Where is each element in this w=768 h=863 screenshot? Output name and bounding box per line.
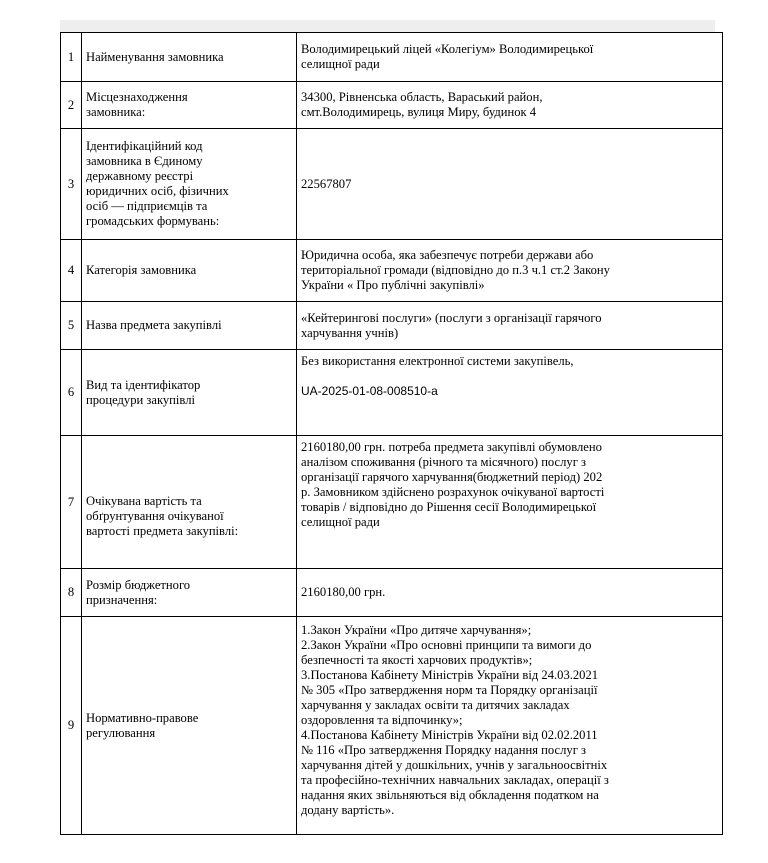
table-row: [61, 240, 723, 302]
label-line: Розмір бюджетного: [86, 577, 191, 592]
row-number: 1: [61, 33, 82, 82]
row-number: 3: [61, 129, 82, 240]
table-row: [61, 82, 723, 129]
row-label: [82, 569, 297, 617]
row-label: [82, 350, 297, 436]
row-value: 2160180,00 грн.: [297, 569, 723, 617]
table-row: [61, 33, 723, 82]
law-line: оздоровлення та відпочинку»;: [301, 713, 463, 727]
row-label: [82, 617, 297, 835]
law-line: харчування у закладах освіти та дитячих закладах: [301, 698, 570, 712]
procedure-id: UA-2025-01-08-008510-a: [301, 384, 438, 398]
row-number: 6: [61, 350, 82, 436]
value-line: 34300, Рівненська область, Вараський район,: [301, 90, 543, 104]
value-line: територіальної громади (відповідно до п.3 ч.1 ст.2 Закону: [301, 263, 610, 277]
row-value: [297, 617, 723, 835]
table-row: [61, 569, 723, 617]
label-line: Вид та ідентифікатор: [86, 377, 201, 392]
law-line: 4.Постанова Кабінету Міністрів України від 02.02.2011: [301, 728, 598, 742]
value-line: селищної ради: [301, 515, 380, 529]
value-line: Володимирецький ліцей «Колегіум» Володимирецької: [301, 42, 594, 56]
label-line: Нормативно-правове: [86, 710, 199, 725]
law-line: додану вартість».: [301, 803, 395, 817]
row-value: [297, 436, 723, 569]
law-line: безпечності та якості харчових продуктів»;: [301, 653, 533, 667]
row-value: [297, 302, 723, 350]
row-number: 4: [61, 240, 82, 302]
row-number: 5: [61, 302, 82, 350]
label-line: державному реєстрі: [86, 169, 194, 183]
row-label: [82, 82, 297, 129]
law-line: 3.Постанова Кабінету Міністрів України від 24.03.2021: [301, 668, 599, 682]
value-line: «Кейтерингові послуги» (послуги з організації гарячого: [301, 310, 602, 325]
row-value: [297, 350, 723, 436]
table-row: [61, 436, 723, 569]
value-line: аналізом споживання (річного та місячного) послуг з: [301, 455, 587, 469]
row-label: [82, 436, 297, 569]
label-line: Місцезнаходження: [86, 90, 188, 104]
label-line: процедури закупівлі: [86, 392, 195, 407]
value-line: товарів / відповідно до Рішення сесії Володимирецької: [301, 500, 597, 514]
row-value: [297, 82, 723, 129]
law-line: харчування дітей у дошкільних, учнів у загальноосвітніх: [301, 758, 608, 772]
row-value: [297, 240, 723, 302]
value-line: організації гарячого харчування(бюджетний період) 202: [301, 470, 603, 484]
label-line: Ідентифікаційний код: [86, 139, 203, 153]
label-line: замовника в Єдиному: [86, 154, 203, 168]
row-value: 22567807: [297, 129, 723, 240]
row-label: Найменування замовника: [82, 33, 297, 82]
label-line: осіб — підприємців та: [86, 199, 208, 213]
value-line: 2160180,00 грн. потреба предмета закупівлі обумовлено: [301, 440, 602, 454]
row-label: Назва предмета закупівлі: [82, 302, 297, 350]
label-line: замовника:: [86, 105, 146, 119]
value-line: Юридична особа, яка забезпечує потреби держави або: [301, 248, 594, 262]
row-number: 2: [61, 82, 82, 129]
table-row: [61, 129, 723, 240]
table-row: [61, 302, 723, 350]
law-line: № 116 «Про затвердження Порядку надання послуг з: [301, 743, 586, 757]
procedure-type: Без використання електронної системи закупівель,: [301, 354, 574, 368]
procurement-info-table: [60, 32, 723, 835]
row-label: [82, 129, 297, 240]
row-number: 9: [61, 617, 82, 835]
label-line: вартості предмета закупівлі:: [86, 523, 239, 538]
row-number: 8: [61, 569, 82, 617]
value-line: харчування учнів): [301, 325, 399, 340]
label-line: громадських формувань:: [86, 214, 220, 228]
law-line: 1.Закон України «Про дитяче харчування»;: [301, 623, 532, 637]
row-label: Категорія замовника: [82, 240, 297, 302]
top-strip: [60, 20, 715, 32]
law-line: № 305 «Про затвердження норм та Порядку організації: [301, 683, 598, 697]
law-line: 2.Закон України «Про основні принципи та вимоги до: [301, 638, 592, 652]
label-line: регулювання: [86, 725, 156, 740]
table-row: [61, 350, 723, 436]
table-row: [61, 617, 723, 835]
value-line: р. Замовником здійснено розрахунок очікуваної вартості: [301, 485, 605, 499]
label-line: Очікувана вартість та: [86, 493, 202, 508]
value-line: селищної ради: [301, 57, 380, 71]
law-line: надання яких звільняються від обкладення податком на: [301, 788, 599, 802]
value-line: смт.Володимирець, вулиця Миру, будинок 4: [301, 105, 537, 119]
label-line: обґрунтування очікуваної: [86, 508, 224, 523]
label-line: юридичних осіб, фізичних: [86, 184, 229, 198]
row-number: 7: [61, 436, 82, 569]
value-line: України « Про публічні закупівлі»: [301, 278, 485, 292]
law-line: та професійно-технічних навчальних закладах, операції з: [301, 773, 609, 787]
row-value: [297, 33, 723, 82]
label-line: призначення:: [86, 592, 158, 607]
